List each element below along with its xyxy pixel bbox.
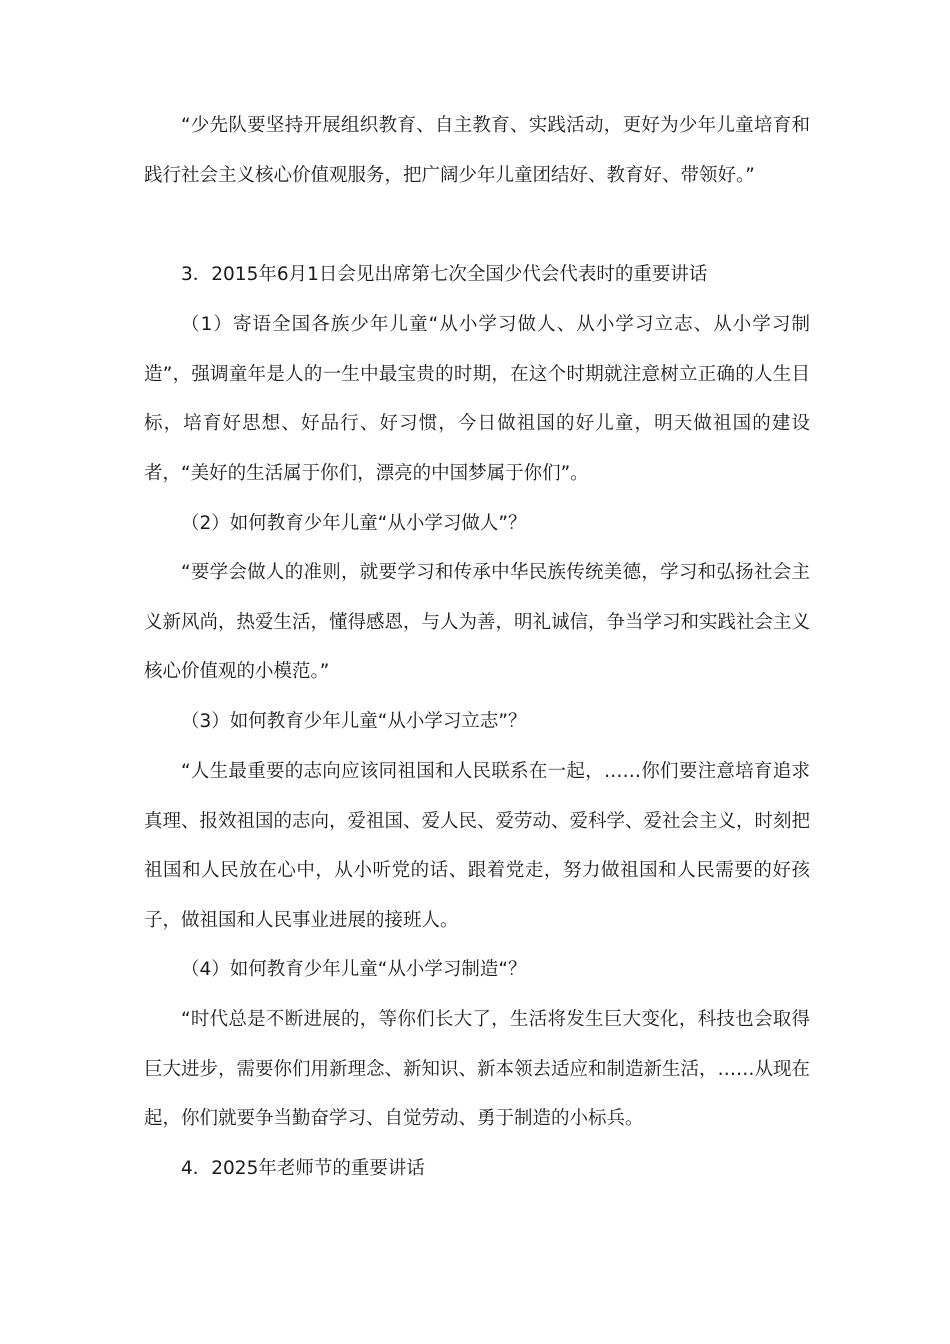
section-heading-4: 4．2025年老师节的重要讲话 (181, 1158, 425, 1179)
quote-paragraph-young-pioneers: “少先队要坚持开展组织教育、自主教育、实践活动，更好为少年儿童培育和践行社会主义核心价值观服务，把广阔少年儿童团结好、教育好、带领好。” (144, 115, 810, 186)
question-heading-2: （2）如何教育少年儿童“从小学习做人”？ (181, 513, 527, 534)
paragraph-item-1: （1）寄语全国各族少年儿童“从小学习做人、从小学习立志、从小学习制造”，强调童年是人的一生中最宝贵的时期，在这个时期就注意树立正确的人生目标，培育好思想、好品行、好习惯，今日做祖国的好儿童，明天做祖国的建设者，“美好的生活属于你们，漂亮的中国梦属于你们”。 (144, 314, 810, 484)
quote-paragraph-learn-conduct: “要学会做人的准则，就要学习和传承中华民族传统美德，学习和弘扬社会主义新风尚，热爱生活，懂得感恩，与人为善，明礼诚信，争当学习和实践社会主义核心价值观的小模范。” (144, 562, 811, 683)
question-heading-3: （3）如何教育少年儿童“从小学习立志”？ (181, 711, 527, 732)
quote-paragraph-ambition: “人生最重要的志向应该同祖国和人民联系在一起，……你们要注意培育追求真理、报效祖国的志向，爱祖国、爱人民、爱劳动、爱科学、爱社会主义，时刻把祖国和人民放在心中，从小听党的话、跟着党走，努力做祖国和人民需要的好孩子，做祖国和人民事业进展的接班人。 (144, 761, 811, 931)
question-heading-4: （4）如何教育少年儿童“从小学习制造“？ (181, 959, 527, 980)
section-heading-3: 3．2015年6月1日会见出席第七次全国少代会代表时的重要讲话 (181, 264, 708, 285)
quote-paragraph-creation: “时代总是不断进展的，等你们长大了，生活将发生巨大变化，科技也会取得巨大进步，需要你们用新理念、新知识、新本领去适应和制造新生活，……从现在起，你们就要争当勤奋学习、自觉劳动、勇于制造的小标兵。 (144, 1009, 811, 1130)
